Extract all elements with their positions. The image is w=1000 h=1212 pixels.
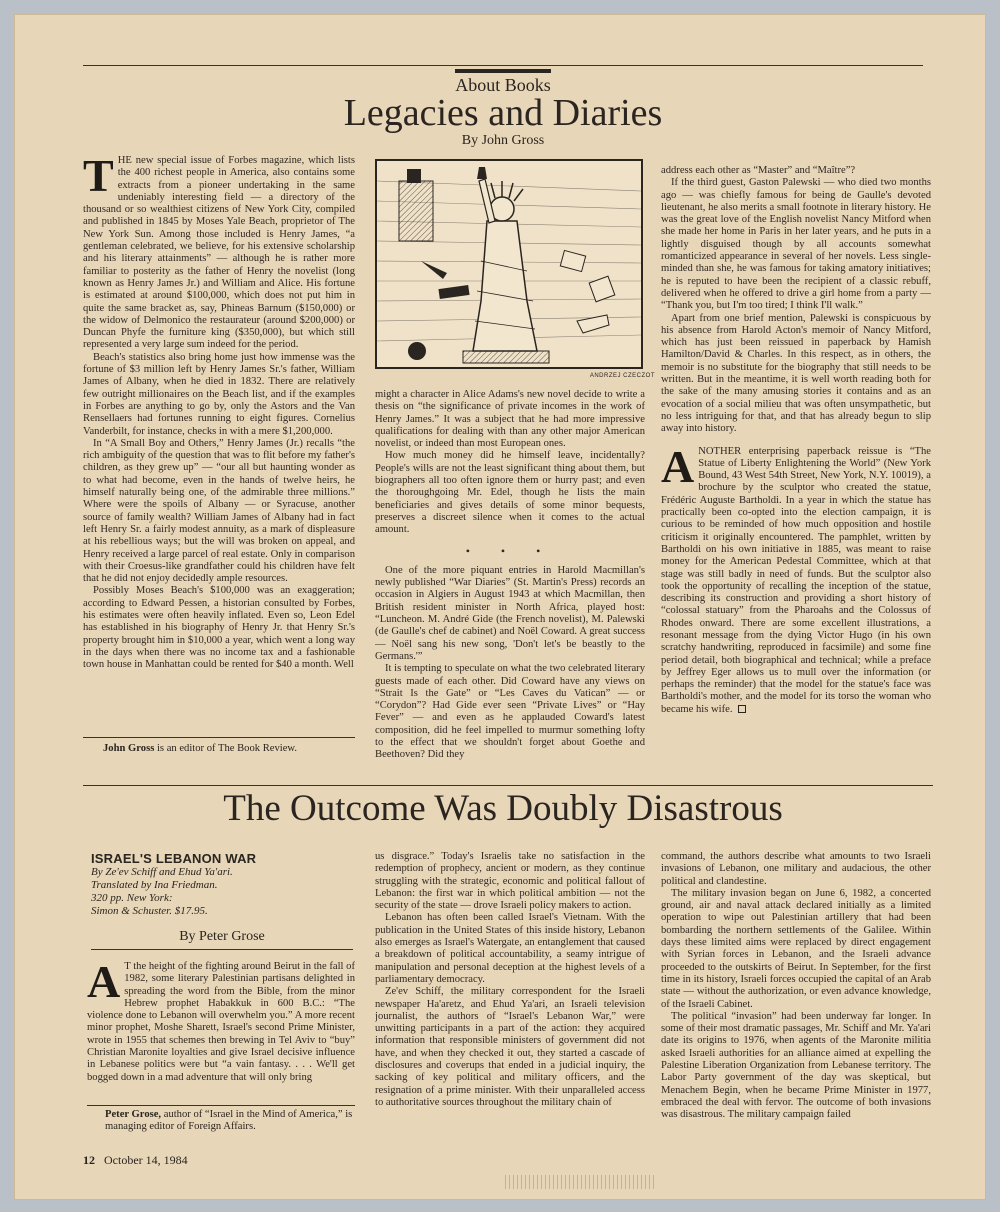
newspaper-page xyxy=(14,14,986,1200)
paragraph: How much money did he himself leave, incidentally? People's wills are not the least significant thing about them, but biographers all too often ignore them or hurry past; and even the thoroughgoing Mr. Edel, though he lists the main beneficiaries and gives details of some minor bequests, preserves a discreet silence when it comes to the actual amount. xyxy=(375,450,645,536)
end-mark-icon xyxy=(738,705,746,713)
reviewer-note-text: author of “Israel in the Mind of America,” is managing editor of Foreign Affairs. xyxy=(105,1109,353,1132)
note-rule xyxy=(87,1105,355,1106)
section-rule xyxy=(83,785,933,786)
reviewer-name: Peter Grose, xyxy=(105,1109,162,1120)
paragraph: In “A Small Boy and Others,” Henry James (Jr.) recalls “the rich ambiguity of the question that was to flit before my father's children, as they grew up” — “our all but haunting wonder as to what had become, even in the hands of twelve heirs, he himself naturally being one, of the admirable three millions.” Where were the spoils of Albany — or Syracuse, another source of family wealth? William James of Albany had in fact left Henry Sr. a fairly modest annuity, as a mark of displeasure at his rebellious ways; but the will was broken on appeal, and Henry received a large parcel of real estate. Only in comparison with their Croesus-like grandfather could his children have felt that he did not enjoy decidedly ample resources. xyxy=(83,437,355,585)
author-name: John Gross xyxy=(103,743,155,754)
barcode-strip xyxy=(505,1175,655,1189)
book-info-line: Translated by Ina Friedman. xyxy=(91,879,218,891)
drop-cap: T xyxy=(83,155,114,201)
paragraph: Apart from one brief mention, Palewski is conspicuous by his absence from Harold Acton's memoir of Nancy Mitford, which has just been reissued in paperback by Hamish Hamilton/David & Charles. In this respect, as in others, the memoir is no substitute for the biography that still needs to be written. But in the meantime, it is well worth reading both for the sake of the many amusing stories it contains and as an evocation of a social milieu that was often unsympathetic, but no less intriguing for that, and that has already begun to slip away into history. xyxy=(661,312,931,435)
paragraph: It is tempting to speculate on what the two celebrated literary guests made of each other. Did Coward have any views on “Strait Is the Gate” or “Les Caves du Vatican” — or “Corydon”? Had Gide ever seen “Private Lives” or “Hay Fever” — and even as he applauded Coward's latest composition, did he feel impelled to murmur something lofty to the effect that we shouldn't forget about Goethe and Beethoven? Did they xyxy=(375,663,645,761)
paragraph: command, the authors describe what amounts to two Israeli invasions of Lebanon, one military and audacious, the other political and clandestine. xyxy=(661,851,931,887)
section-break: • • • xyxy=(465,543,555,558)
review-headline: The Outcome Was Doubly Disastrous xyxy=(223,788,783,829)
column-3 xyxy=(661,165,931,773)
paragraph: NOTHER enterprising paperback reissue is “The Statue of Liberty Enlightening the World” (New York Bound, 43 West 54th Street, New York, N.Y. 10019), a brochure by the sculptor who created the statue, Frédéric Auguste Bartholdi. In a year in which the statue has practically been co-opted into the election campaign, it is curious to be reminded of how much opposition and hostile criticism it originally encountered. The pamphlet, written by Bartholdi on his own initiative in 1885, was meant to raise money for the American Pedestal Committee, which at that stage was still badly in need of funds. But the sculptor also took the opportunity of recalling the inception of the statue, describing its construction and providing a short history of “colossal statuary” from the Pharoahs and the Colossus of Rhodes onward. There are some excellent illustrations, a resonant message from the dying Victor Hugo (in his own scratchy handwriting, reproduced in facsimile) and some fine period detail, both biographical and technical; while a preface by Jeffrey Eger allows us to mull over the information (or perhaps the reminder) that the model for the statue's face was Bartholdi's mother, and the model for its torso the woman who became his wife. xyxy=(661,445,931,715)
issue-date: October 14, 1984 xyxy=(104,1153,188,1167)
review-byline: By Peter Grose xyxy=(179,929,265,944)
book-info-line: 320 pp. New York: xyxy=(91,892,173,904)
paragraph: The military invasion began on June 6, 1982, a concerted ground, air and naval attack declared initially as a limited operation to wipe out Palestinian artillery that had been bombarding the northern settlements of the Galilee. Within days these limited aims were replaced by direct engagement with Syrian forces in Lebanon, and the Israeli advance proceeded to the outskirts of Beirut. In September, for the first time in its history, Israeli forces occupied the capital of an Arab state — without the authorization, or even advance knowledge, of the Israeli Cabinet. xyxy=(661,887,931,1010)
section-kicker: About Books xyxy=(455,75,551,95)
reviewer-note xyxy=(105,1109,355,1133)
review-column-1 xyxy=(87,961,355,1101)
illustration-credit: ANDRZEJ CZECZOT xyxy=(589,373,655,379)
paragraph: One of the more piquant entries in Harold Macmillan's newly published “War Diaries” (St. Martin's Press) records an occasion in Algiers in August 1943 at which Macmillan, then British resident minister in North Africa, played host: “Luncheon. M. André Gide (the French novelist), M. Palewski (de Gaulle's chef de cabinet) and Noël Coward. A great success — Noël sang his new song, 'Don't let's be beastly to the Germans.'” xyxy=(375,564,645,662)
book-info-box xyxy=(91,851,353,918)
article-headline: Legacies and Diaries xyxy=(343,92,663,134)
paragraph: us disgrace.” Today's Israelis take no satisfaction in the redemption of prophecy, ancient or modern, as they continue struggling with the strategic, economic and political fallout of Lebanon: the first war in which political ambition — not the security of the state — drove Israeli policy makers to action. xyxy=(375,851,645,912)
paragraph: address each other as “Master” and “Maître”? xyxy=(661,165,856,176)
statue-of-liberty-drawing xyxy=(377,161,641,367)
paragraph: If the third guest, Gaston Palewski — who died two months ago — was chiefly famous for being de Gaulle's devoted lieutenant, he also merits a small footnote in literary history. He was the great love of the English novelist Nancy Mitford when she made her home in Paris in her later years, and he puts in a lightly disguised though by all accounts somewhat romanticized appearance in several of her novels. Less single-minded than she, he was famous for taking amatory initiatives; he is reputed to have been the recipient of a classic rebuff, delivered when he offered to drive a girl home from a party — “Thank you, but I'm too tired; I think I'll walk.” xyxy=(661,177,931,312)
statue-illustration xyxy=(375,159,643,369)
paragraph: might a character in Alice Adams's new novel decide to write a thesis on “the significance of private incomes in the work of Henry James.” It was a subject that he had more impressive qualifications for dealing with than any other major American novelist, or indeed than most European ones. xyxy=(375,389,645,450)
review-column-2 xyxy=(375,851,645,1145)
author-note-text: is an editor of The Book Review. xyxy=(154,743,298,754)
paragraph: Lebanon has often been called Israel's Vietnam. With the publication in the United States of this inside history, Lebanon also emerges as Israel's Watergate, an entanglement that caused a breakdown of political accountability, a seamy intrigue of manipulation and personal deception at the highest levels of a parliamentary democracy. xyxy=(375,912,645,985)
page-footer xyxy=(83,1153,188,1168)
drop-cap: A xyxy=(87,961,121,1007)
book-info-line: By Ze'ev Schiff and Ehud Ya'ari. xyxy=(91,866,233,878)
book-info-line: Simon & Schuster. $17.95. xyxy=(91,905,208,917)
article-byline: By John Gross xyxy=(461,133,545,148)
kicker-bar xyxy=(455,69,551,73)
paragraph: Ze'ev Schiff, the military correspondent for the Israeli newspaper Ha'aretz, and Ehud Ya'ari, an Israeli television journalist, the authors of “Israel's Lebanon War,” were unwitting participants in a part of the action: they acquired information that responsible ministers of government did not have, and when they checked it out, they started a cascade of disclosures and coverups that ended in a judicial inquiry, the sacking of key political and military officers, and the resignation of a prime minister. With their unparalleled access to authoritative sources throughout the military chain of xyxy=(375,986,645,1108)
paragraph: T the height of the fighting around Beirut in the fall of 1982, some literary Palestinian partisans delighted in spreading the word from the Bible, from the minor Hebrew prophet Habakkuk in 600 B.C.: “The violence done to Lebanon will overwhelm you.” A more recent minor prophet, Moshe Sharett, Israel's second Prime Minister, wrote in 1955 that schemes then brewing in Tel Aviv to “buy” Christian Maronite loyalties and give Israel decisive influence in Lebanese politics were but “a vain fantasy. . . . We'll get bogged down in a mad adventure that will only bring xyxy=(87,961,355,1083)
paragraph: HE new special issue of Forbes magazine, which lists the 400 richest people in America, also contains some extracts from a pioneer undertaking in the same undeniably interesting field — a directory of the thousand or so wealthiest citizens of New York City, compiled and published in 1845 by Moses Yale Beach, proprietor of The New York Sun. Among those included is Henry James, “a gentleman celebrated, we believe, for his extensive scholarship and his literary attainments” — although he is rather more familiar to posterity as the father of Henry the novelist (long known as Henry James Jr.) and William and Alice. His fortune is estimated at around $100,000, which does not put him in quite the same bracket as, say, Phineas Barnum ($150,000) or the widow of Delmonico the restaurateur (around $200,000) or Duncan Phyfe the furniture king ($350,000), but which still represented a very large sum indeed for the period. xyxy=(83,155,355,351)
column-1 xyxy=(83,155,355,735)
byline-rule xyxy=(91,949,353,950)
note-rule xyxy=(83,737,355,738)
author-note xyxy=(103,743,355,754)
paragraph: Possibly Moses Beach's $100,000 was an exaggeration; according to Edward Pessen, a historian consulted by Forbes, his estimates were often heavily inflated. Even so, Leon Edel has established in his biography of Henry Jr. that Henry Sr.'s property brought him in $10,000 a year, which went a long way in the days when there was no income tax and a fashionable town house in Manhattan could be rented for $40 a month. Well xyxy=(83,585,355,671)
top-rule xyxy=(83,65,923,66)
column-2 xyxy=(375,389,645,771)
paragraph: The political “invasion” had been underway far longer. In some of their most dramatic passages, Mr. Schiff and Mr. Ya'ari date its origins to 1976, when agents of the Maronite militia asked Israeli authorities for an alliance aimed at expelling the Palestine Liberation Organization from Lebanese territory. The Labor Party government of the day was skeptical, but Menachem Begin, when he became Prime Minister in 1977, embraced the deal with fervor. The outcome of both invasions was disastrous. The military campaign failed xyxy=(661,1010,931,1121)
page-number: 12 xyxy=(83,1153,95,1167)
paragraph: Beach's statistics also bring home just how immense was the fortune of $3 million left by Henry James Sr.'s father, William James of Albany, when he died in 1832. There are relatively few outright millionaires on the Beach list, and if the examples in Forbes are anything to go by, only the Astors and the Van Rensellaers had fortunes running to eight figures. Cornelius Vanderbilt, for instance, checks in with a mere $1,200,000. xyxy=(83,351,355,437)
drop-cap: A xyxy=(661,440,695,492)
book-title: ISRAEL'S LEBANON WAR xyxy=(91,851,257,866)
review-column-3 xyxy=(661,851,931,1145)
